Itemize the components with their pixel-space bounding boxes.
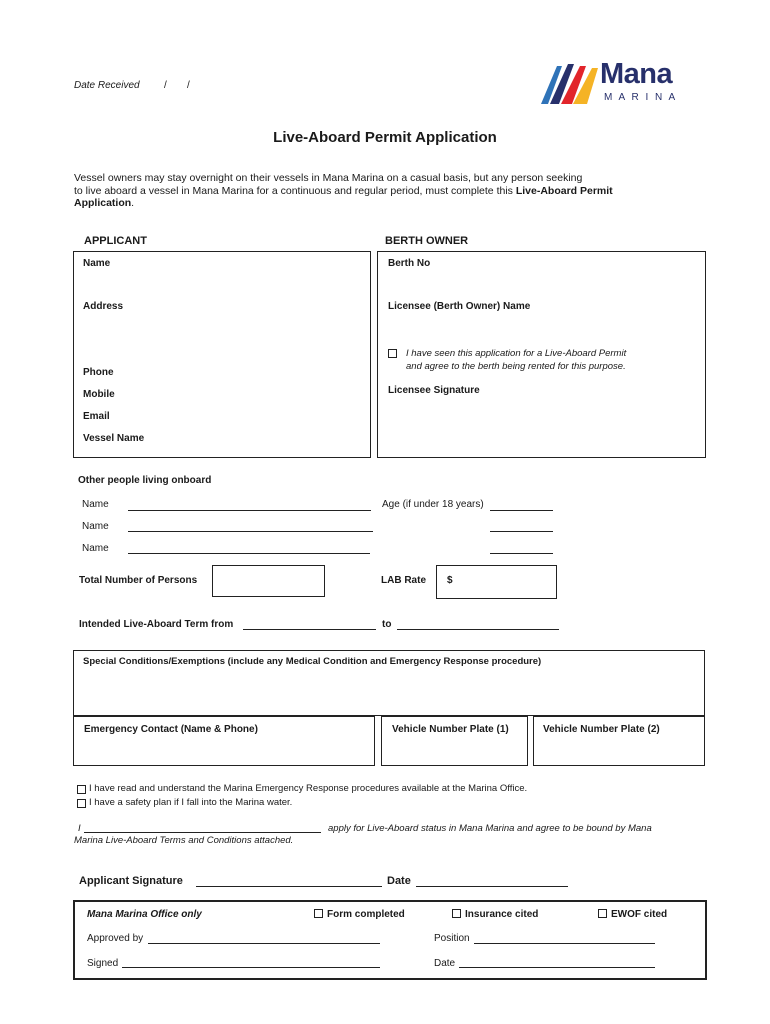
emergency-contact-label: Emergency Contact (Name & Phone) [84,724,258,735]
other-name-line[interactable] [128,510,371,511]
licensee-signature-label: Licensee Signature [388,385,480,396]
applicant-heading: APPLICANT [84,235,147,247]
safety-plan-text: I have a safety plan if I fall into the Marina water. [89,797,293,808]
mana-marina-logo [540,60,700,106]
berth-no-label: Berth No [388,258,431,269]
page-title: Live-Aboard Permit Application [273,129,497,146]
berth-owner-heading: BERTH OWNER [385,235,469,247]
age-line[interactable] [490,531,553,532]
intro-line: Application. [74,197,135,209]
special-conditions-label: Special Conditions/Exemptions (include any Medical Condition and Emergency Response procedure) [83,656,542,667]
date-separator: / [187,80,190,91]
applicant-signature-line[interactable] [196,886,382,887]
agree-text: Marina Live-Aboard Terms and Conditions attached. [74,835,294,846]
safety-plan-checkbox[interactable] [77,799,86,808]
intro-line: Vessel owners may stay overnight on their vessels in Mana Marina on a casual basis, but any person seeking [74,172,583,184]
logo-subtitle: M A R I N A [604,92,678,103]
form-completed: Form completed [314,909,405,920]
office-only-heading: Mana Marina Office only [87,909,202,920]
read-understand-text: I have read and understand the Marina Emergency Response procedures available at the Marina Office. [89,783,528,794]
other-name-label: Name [82,521,109,532]
email-label: Email [83,411,110,422]
intro-line: to live aboard a vessel in Mana Marina for a continuous and regular period, must complete this Live-Aboard Permit [74,185,613,197]
office-date-label: Date [434,958,456,969]
total-persons-input[interactable] [212,565,325,597]
applicant-name-input[interactable] [110,256,360,270]
age-line[interactable] [490,510,553,511]
position-line[interactable] [474,943,655,944]
office-date-line[interactable] [459,967,655,968]
total-persons-label: Total Number of Persons [79,575,198,586]
consent-text: I have seen this application for a Live-Aboard Permit [406,348,627,359]
form-completed-checkbox[interactable] [314,909,323,918]
address-label: Address [83,301,124,312]
ewof-cited: EWOF cited [598,909,667,920]
other-name-line[interactable] [128,531,373,532]
licensee-name-input[interactable] [540,299,698,313]
other-people-heading: Other people living onboard [78,475,212,486]
signature-date-line[interactable] [416,886,568,887]
name-label: Name [83,258,111,269]
date-separator: / [164,80,167,91]
logo-name: Mana [600,58,673,90]
signature-date-label: Date [387,875,411,887]
position-label: Position [434,933,470,944]
vehicle-plate-2-label: Vehicle Number Plate (2) [543,724,660,735]
other-name-label: Name [82,499,109,510]
sail-icon [540,60,602,106]
term-from-line[interactable] [243,629,376,630]
applicant-mobile-input[interactable] [120,387,361,401]
other-name-label: Name [82,543,109,554]
signed-line[interactable] [122,967,380,968]
insurance-cited: Insurance cited [452,909,538,920]
term-to-line[interactable] [397,629,559,630]
applicant-email-input[interactable] [114,409,361,423]
vessel-name-input[interactable] [150,431,361,445]
applicant-name-line[interactable] [84,832,321,833]
agree-text: apply for Live-Aboard status in Mana Marina and agree to be bound by Mana [328,823,652,834]
insurance-cited-checkbox[interactable] [452,909,461,918]
agree-prefix: I [78,823,81,834]
other-name-line[interactable] [128,553,370,554]
consent-text: and agree to the berth being rented for this purpose. [406,361,626,372]
age-line[interactable] [490,553,553,554]
signed-label: Signed [87,958,119,969]
lab-rate-input[interactable] [436,565,557,599]
applicant-box [73,251,371,458]
applicant-phone-input[interactable] [118,365,361,379]
mobile-label: Mobile [83,389,115,400]
vessel-name-label: Vessel Name [83,433,145,444]
approved-by-line[interactable] [148,943,380,944]
term-from-label: Intended Live-Aboard Term from [79,619,234,630]
consent-checkbox[interactable] [388,349,397,358]
applicant-address-input[interactable] [126,299,361,313]
ewof-cited-checkbox[interactable] [598,909,607,918]
lab-rate-label: LAB Rate [381,575,427,586]
phone-label: Phone [83,367,114,378]
approved-by-label: Approved by [87,933,144,944]
berth-no-input[interactable] [438,256,698,270]
read-understand-checkbox[interactable] [77,785,86,794]
currency-symbol: $ [447,575,453,586]
applicant-signature-label: Applicant Signature [79,875,183,887]
date-received-label: Date Received [74,80,140,91]
term-to-label: to [382,619,392,630]
licensee-name-label: Licensee (Berth Owner) Name [388,301,531,312]
age-label: Age (if under 18 years) [382,499,484,510]
vehicle-plate-1-label: Vehicle Number Plate (1) [392,724,509,735]
